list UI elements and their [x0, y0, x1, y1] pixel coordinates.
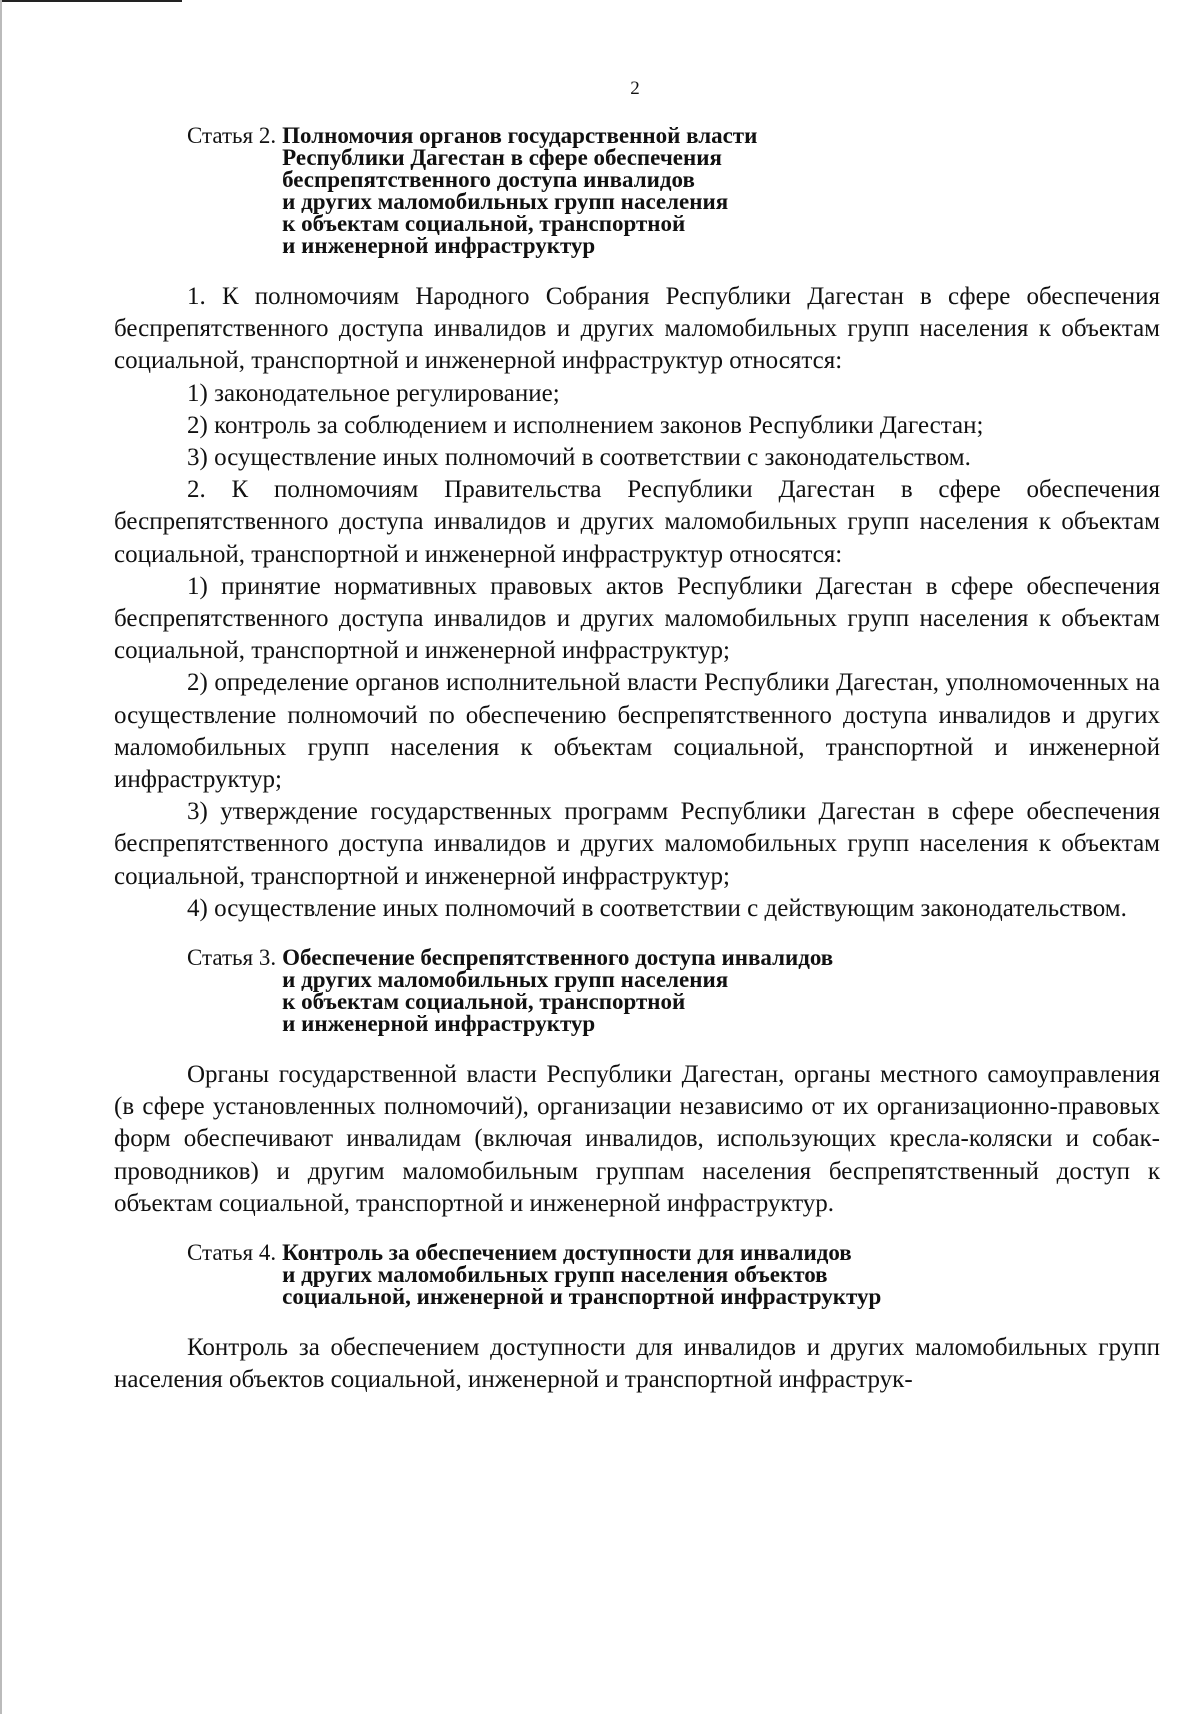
article-3-title-line: и инженерной инфраструктур — [282, 1011, 596, 1037]
article-2-title — [282, 125, 757, 257]
article-2-title-line: Полномочия органов государственной власти — [282, 123, 758, 148]
article-2-paragraph: 1) законодательное регулирование; — [187, 379, 560, 407]
article-3-prefix: Статья 3. — [187, 945, 277, 971]
article-2-paragraph: 1. К полномочиям Народного Собрания Республики Дагестан в сфере обеспечения беспрепятственного доступа инвалидов и других маломобильных групп населения к объектам социальной, транспортной и инженерной инфраструктур относятся: — [114, 283, 1160, 375]
article-2-heading — [187, 125, 1160, 257]
scan-edge-left — [0, 0, 2, 1714]
article-2-paragraph: 3) утверждение государственных программ Республики Дагестан в сфере обеспечения беспрепятственного доступа инвалидов и других маломобильных групп населения к объектам социальной, транспортной и инженерной инфраструктур; — [114, 798, 1160, 890]
article-2-title-line: и инженерной инфраструктур — [282, 233, 596, 258]
article-2-prefix: Статья 2. — [187, 123, 277, 148]
page-number: 2 — [630, 78, 640, 99]
article-2-title-line: и других маломобильных групп населения — [282, 189, 729, 214]
article-3-title-line: и других маломобильных групп населения — [282, 967, 729, 993]
article-2-paragraph: 1) принятие нормативных правовых актов Республики Дагестан в сфере обеспечения беспрепятственного доступа инвалидов и других маломобильных групп населения к объектам социальной, транспортной и инженерной инфраструктур; — [114, 572, 1160, 665]
article-4-title-line: и других маломобильных групп населения объектов — [282, 1262, 828, 1288]
article-3-paragraph: Органы государственной власти Республики Дагестан, органы местного самоуправления (в сфере установленных полномочий), организации независимо от их организационно-правовых форм обеспечивают инвалидам (включая инвалидов, использующих кресла-коляски и собак-проводников) и другим маломобильным группам населения беспрепятственный доступ к объектам социальной, транспортной и инженерной инфраструктур. — [114, 1061, 1160, 1217]
article-2-title-line: Республики Дагестан в сфере обеспечения — [282, 145, 722, 170]
document-body — [114, 125, 1160, 1396]
article-3-heading — [187, 947, 1160, 1035]
article-2-paragraph: 2) определение органов исполнительной власти Республики Дагестан, уполномоченных на осуществление полномочий по обеспечению беспрепятственного доступа инвалидов и других маломобильных групп населения к объектам социальной, транспортной и инженерной инфраструктур; — [114, 669, 1160, 794]
article-2-paragraph: 3) осуществление иных полномочий в соответствии с законодательством. — [187, 444, 971, 472]
article-3-title-line: Обеспечение беспрепятственного доступа инвалидов — [282, 945, 834, 971]
article-2-title-line: беспрепятственного доступа инвалидов — [282, 167, 695, 192]
article-2-paragraph: 2. К полномочиям Правительства Республики Дагестан в сфере обеспечения беспрепятственного доступа инвалидов и других маломобильных групп населения к объектам социальной, транспортной и инженерной инфраструктур относятся: — [114, 476, 1160, 568]
article-4-title-line: социальной, инженерной и транспортной инфраструктур — [282, 1284, 882, 1310]
article-3-title-line: к объектам социальной, транспортной — [282, 989, 686, 1015]
article-4-title — [282, 1242, 881, 1308]
article-4-title-line: Контроль за обеспечением доступности для инвалидов — [282, 1240, 852, 1266]
article-2-title-line: к объектам социальной, транспортной — [282, 211, 686, 236]
article-4-paragraph: Контроль за обеспечением доступности для инвалидов и других маломобильных групп населения объектов социальной, инженерной и транспортной инфраструк- — [114, 1334, 1160, 1394]
scan-edge-top — [0, 0, 182, 2]
article-3-title — [282, 947, 833, 1035]
article-4-prefix: Статья 4. — [187, 1240, 277, 1266]
article-2-paragraph: 4) осуществление иных полномочий в соответствии с действующим законодательством. — [187, 894, 1127, 922]
article-2-paragraph: 2) контроль за соблюдением и исполнением законов Республики Дагестан; — [187, 411, 984, 439]
article-4-heading — [187, 1242, 1160, 1308]
